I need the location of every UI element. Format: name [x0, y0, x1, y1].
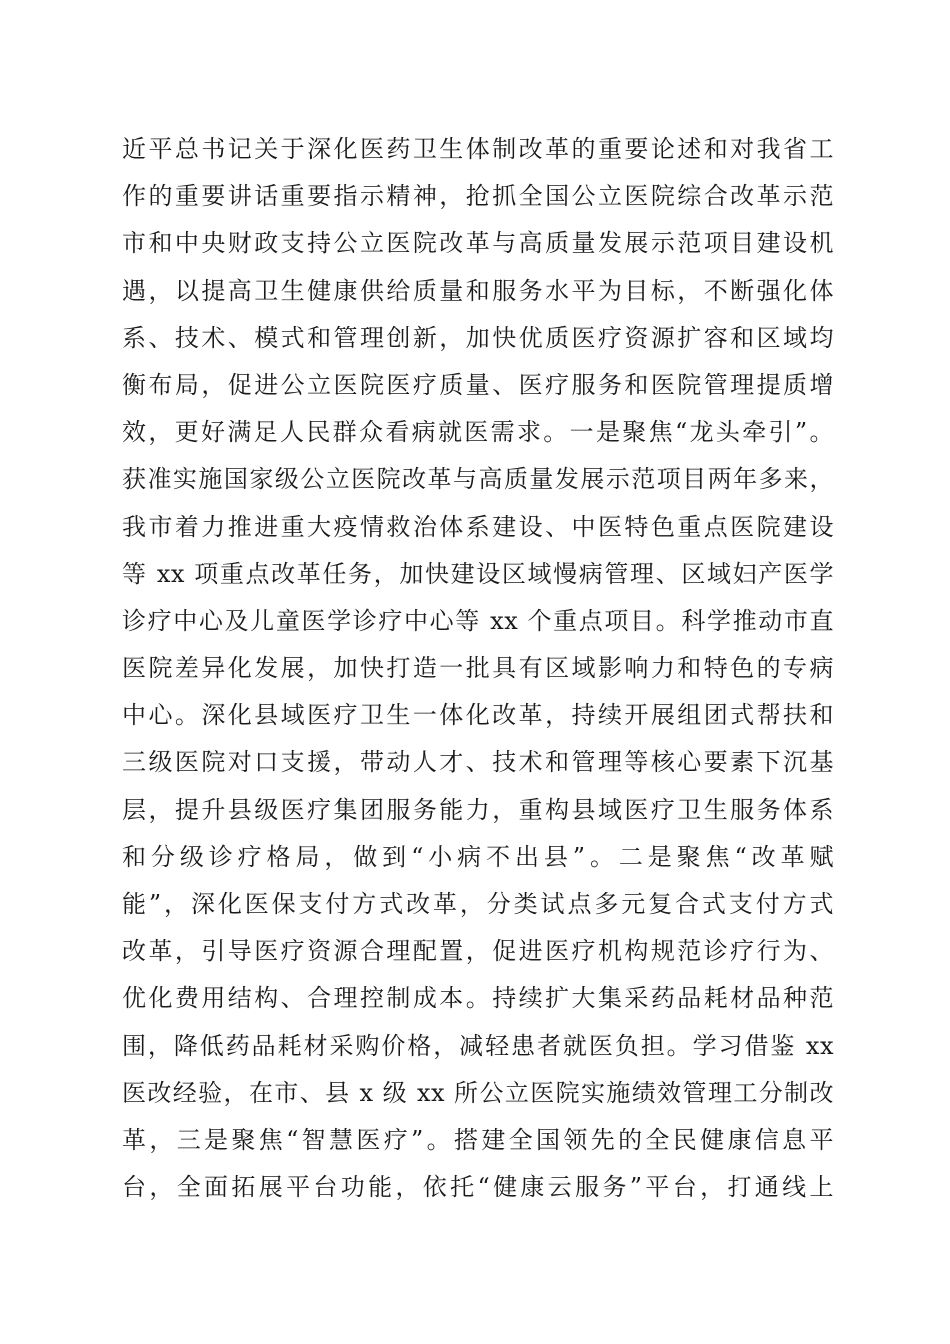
text-line: 能”，深化医保支付方式改革，分类试点多元复合式支付方式 [122, 890, 834, 918]
text-line: 优化费用结构、合理控制成本。持续扩大集采药品耗材品种范 [122, 984, 834, 1013]
text-line: 诊疗中心及儿童医学诊疗中心等 xx 个重点项目。科学推动市直 [122, 606, 834, 635]
text-line: 三级医院对口支援，带动人才、技术和管理等核心要素下沉基 [122, 748, 834, 777]
text-line: 医院差异化发展，加快打造一批具有区域影响力和特色的专病 [122, 654, 834, 683]
text-line: 衡布局，促进公立医院医疗质量、医疗服务和医院管理提质增 [122, 370, 834, 399]
text-line: 系、技术、模式和管理创新，加快优质医疗资源扩容和区域均 [122, 323, 834, 352]
text-line: 中心。深化县域医疗卫生一体化改革，持续开展组团式帮扶和 [122, 701, 834, 730]
text-line: 台，全面拓展平台功能，依托“健康云服务”平台，打通线上 [122, 1173, 834, 1202]
text-line: 等 xx 项重点改革任务，加快建设区域慢病管理、区域妇产医学 [122, 559, 834, 588]
text-line: 获准实施国家级公立医院改革与高质量发展示范项目两年多来， [122, 465, 834, 494]
text-line: 遇，以提高卫生健康供给质量和服务水平为目标，不断强化体 [122, 276, 834, 305]
text-line: 围，降低药品耗材采购价格，减轻患者就医负担。学习借鉴 xx [122, 1031, 834, 1060]
text-line: 近平总书记关于深化医药卫生体制改革的重要论述和对我省工 [122, 135, 834, 163]
body-text [122, 126, 834, 1211]
text-line: 效，更好满足人民群众看病就医需求。一是聚焦“龙头牵引”。 [122, 418, 834, 447]
text-line: 和分级诊疗格局，做到“小病不出县”。二是聚焦“改革赋 [122, 842, 834, 871]
text-line: 作的重要讲话重要指示精神，抢抓全国公立医院综合改革示范 [122, 182, 834, 211]
text-line: 医改经验，在市、县 x 级 xx 所公立医院实施绩效管理工分制改 [122, 1078, 834, 1107]
text-line: 层，提升县级医疗集团服务能力，重构县域医疗卫生服务体系 [122, 795, 834, 824]
text-line: 改革，引导医疗资源合理配置，促进医疗机构规范诊疗行为、 [122, 937, 834, 966]
text-line: 我市着力推进重大疫情救治体系建设、中医特色重点医院建设 [122, 512, 834, 541]
text-line: 市和中央财政支持公立医院改革与高质量发展示范项目建设机 [122, 229, 834, 258]
text-line: 革，三是聚焦“智慧医疗”。搭建全国领先的全民健康信息平 [122, 1125, 834, 1154]
